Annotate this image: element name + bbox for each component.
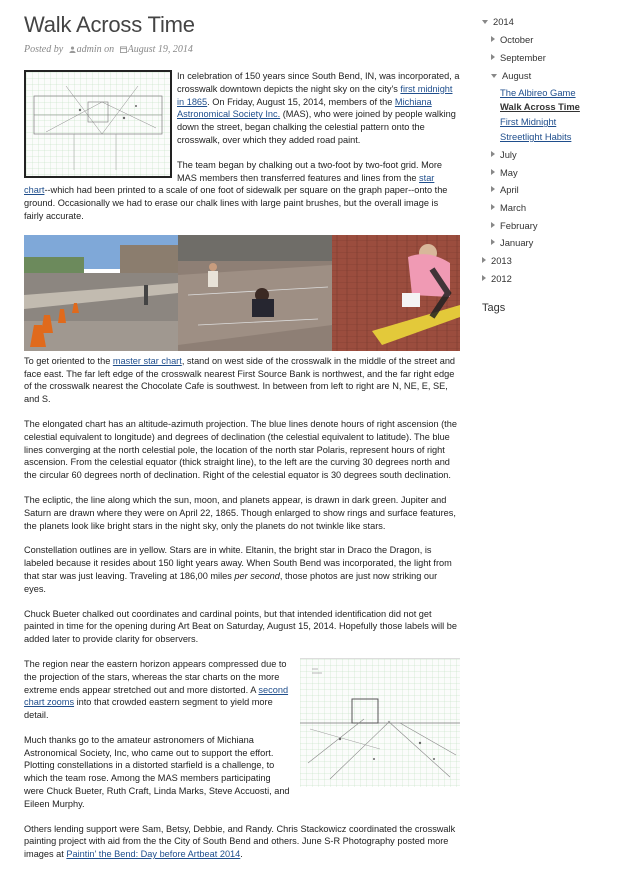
on-label: on: [104, 44, 115, 55]
archive-month-october[interactable]: [491, 34, 533, 45]
july-label: July: [500, 149, 517, 160]
archive-post-first-midnight[interactable]: First Midnight: [500, 116, 557, 127]
may-label: May: [500, 167, 518, 178]
paragraph-6: [24, 544, 460, 595]
august-label: August: [502, 70, 532, 81]
tags-heading: Tags: [482, 302, 506, 314]
archive-year-2013[interactable]: [482, 255, 512, 266]
collapse-triangle-icon: [491, 74, 497, 78]
user-icon: [69, 46, 76, 53]
archive-month-february[interactable]: [491, 220, 538, 231]
first-midnight-link[interactable]: first midnight in 1865: [177, 83, 453, 107]
expand-triangle-icon: [491, 169, 495, 175]
gallery-next-icon[interactable]: [424, 263, 454, 323]
author-link[interactable]: admin: [76, 44, 102, 55]
second-chart-thumbnail[interactable]: [300, 658, 460, 786]
paragraph-9: Much thanks go to the amateur astronomers of Michiana Astronomical Society, Inc, who came out to support the effort. Plotting constellations in a distorted starfield is a challenge, to which the team rose. Among the MAS members participating were Chuck Bueter, Ruth Craft, Linda Marks, Steve Accuosti, and Eileen Murphy.: [24, 734, 290, 809]
expand-triangle-icon: [491, 204, 495, 210]
gallery-photo-2[interactable]: [178, 235, 332, 351]
street-cones-photo: [24, 235, 178, 351]
archive-month-august[interactable]: [491, 70, 531, 81]
second-chart-sketch: [300, 659, 460, 787]
p8-text-1: The region near the eastern horizon appears compressed due to the projection of the stars, whereas the star charts on the more extreme ends appear stretched out and more distorted. A: [24, 658, 287, 695]
gallery-photo-1[interactable]: [24, 235, 178, 351]
post-date-link[interactable]: August 19, 2014: [127, 44, 193, 55]
september-label: September: [500, 52, 546, 63]
p2-text-1: The team began by chalking out a two-foot by two-foot grid. More MAS members then transferred features and lines from the: [177, 159, 443, 183]
april-label: April: [500, 184, 519, 195]
expand-triangle-icon: [491, 186, 495, 192]
p3-text-1: To get oriented to the: [24, 355, 113, 366]
p1-text-1: In celebration of 150 years since South Bend, IN, was incorporated, a crosswalk downtown depicts the night sky on the city's: [177, 71, 460, 94]
p6-emphasis: per second: [234, 570, 280, 581]
star-chart-thumbnail[interactable]: [24, 70, 172, 178]
post-meta: [24, 44, 193, 55]
p10-text-1: Others lending support were Sam, Betsy, Debbie, and Randy. Chris Stackowicz coordinated the crosswalk painting project with aid from the the City of South Bend and others. June S-R Photography posted more images at: [24, 823, 456, 860]
p3-text-2: , stand on west side of the crosswalk in the middle of the street and face east. The far left edge of the crosswalk nearest First Source Bank is northwest, and the far right edge of the crosswalk nearest the Chocolate Cafe is southwest. In between from left to right are N, NE, E, SE, and S.: [24, 355, 456, 405]
expand-triangle-icon: [491, 239, 495, 245]
paragraph-3: [24, 355, 460, 406]
michiana-astronomical-society-link[interactable]: Michiana Astronomical Society Inc.: [177, 96, 432, 120]
post-content: [24, 70, 460, 873]
february-label: February: [500, 220, 538, 231]
p1-text-3: (MAS), who were joined by people walking down the street, began chalking the celestial pattern onto the crosswalk, over which they added road paint.: [177, 109, 456, 145]
star-chart-sketch: [26, 72, 170, 176]
expand-triangle-icon: [491, 151, 495, 157]
archive-post-streetlight-habits[interactable]: Streetlight Habits: [500, 131, 572, 142]
archive-month-march[interactable]: [491, 202, 526, 213]
master-star-chart-link[interactable]: master star chart: [112, 355, 182, 366]
post-title: Walk Across Time: [24, 12, 195, 37]
paragraph-10: [24, 823, 460, 861]
year-2012-label: 2012: [491, 273, 512, 284]
archive-post-walk-across-time[interactable]: Walk Across Time: [500, 101, 580, 112]
year-2013-label: 2013: [491, 255, 512, 266]
archive-month-may[interactable]: [491, 167, 518, 178]
paragraph-7: Chuck Bueter chalked out coordinates and cardinal points, but that intended identification did not get painted in time for the opening during Art Beat on Saturday, August 15, 2014. Hopefully those labels will be added later to provide clarity for observers.: [24, 608, 457, 645]
posted-by-label: Posted by: [24, 44, 64, 55]
p6-text-1: Constellation outlines are in yellow. Stars are in white. Eltanin, the bright star in Draco the Dragon, is labeled because it resides about 150 light years away. When South Bend was incorporated, the light from that star was just leaving. Traveling at 186,00 miles: [24, 545, 452, 581]
march-label: March: [500, 202, 527, 213]
p2-text-2: --which had been printed to a scale of one foot of sidewalk per square on the graph paper--onto the ground. Occasionally we had to erase our chalk lines with large paint brushes, but the overall image is fairly accurate.: [24, 185, 448, 221]
archive-month-january[interactable]: [491, 237, 533, 248]
paragraph-4: The elongated chart has an altitude-azimuth projection. The blue lines denote hours of right ascension (the celestial equivalent to longitude) and degrees of declination (the celestial equivalent to latitude). The blue lines converging at the north celestial pole, the location of the north star Polaris, represent hours of right ascension. From the celestial equator (thick straight line), to the left are the curving 30 degrees north and the circular 60 degrees north of declination. Right of the celestial equator is 30 degrees south declination.: [24, 418, 457, 481]
p8-text-2: into that crowded eastern segment to yield more detail.: [24, 697, 273, 721]
chalking-photo: [178, 235, 332, 351]
star-chart-link[interactable]: star chart: [24, 172, 435, 196]
year-2014-label: 2014: [493, 16, 514, 27]
paintin-the-bend-link[interactable]: Paintin' the Bend: Day before Artbeat 2014: [66, 849, 241, 860]
expand-triangle-icon: [482, 275, 486, 281]
p6-text-2: , those photos are just now striking our eyes.: [24, 570, 438, 594]
p1-text-2: . On Friday, August 15, 2014, members of the: [207, 96, 395, 107]
october-label: October: [500, 34, 534, 45]
archive-month-july[interactable]: [491, 149, 517, 160]
expand-triangle-icon: [491, 36, 495, 42]
photo-gallery: [24, 235, 460, 351]
paragraph-5: The ecliptic, the line along which the sun, moon, and planets appear, is drawn in dark green. Jupiter and Saturn are drawn where they were on April 22, 1865. Though enlarged to show rings and surface features, the planets look like bright stars in the night sky, only the planets do not twinkle like stars.: [24, 494, 456, 531]
expand-triangle-icon: [482, 257, 486, 263]
expand-triangle-icon: [491, 54, 495, 60]
archive-month-september[interactable]: [491, 52, 546, 63]
archive-month-april[interactable]: [491, 184, 519, 195]
second-chart-zooms-link[interactable]: second chart zooms: [24, 684, 289, 708]
calendar-icon: [120, 46, 127, 53]
p10-text-2: .: [240, 849, 243, 860]
collapse-triangle-icon: [482, 20, 488, 24]
archive-post-albireo-game[interactable]: The Albireo Game: [500, 87, 576, 98]
archive-year-2014[interactable]: [482, 16, 514, 27]
january-label: January: [500, 237, 534, 248]
archive-year-2012[interactable]: [482, 273, 512, 284]
expand-triangle-icon: [491, 222, 495, 228]
